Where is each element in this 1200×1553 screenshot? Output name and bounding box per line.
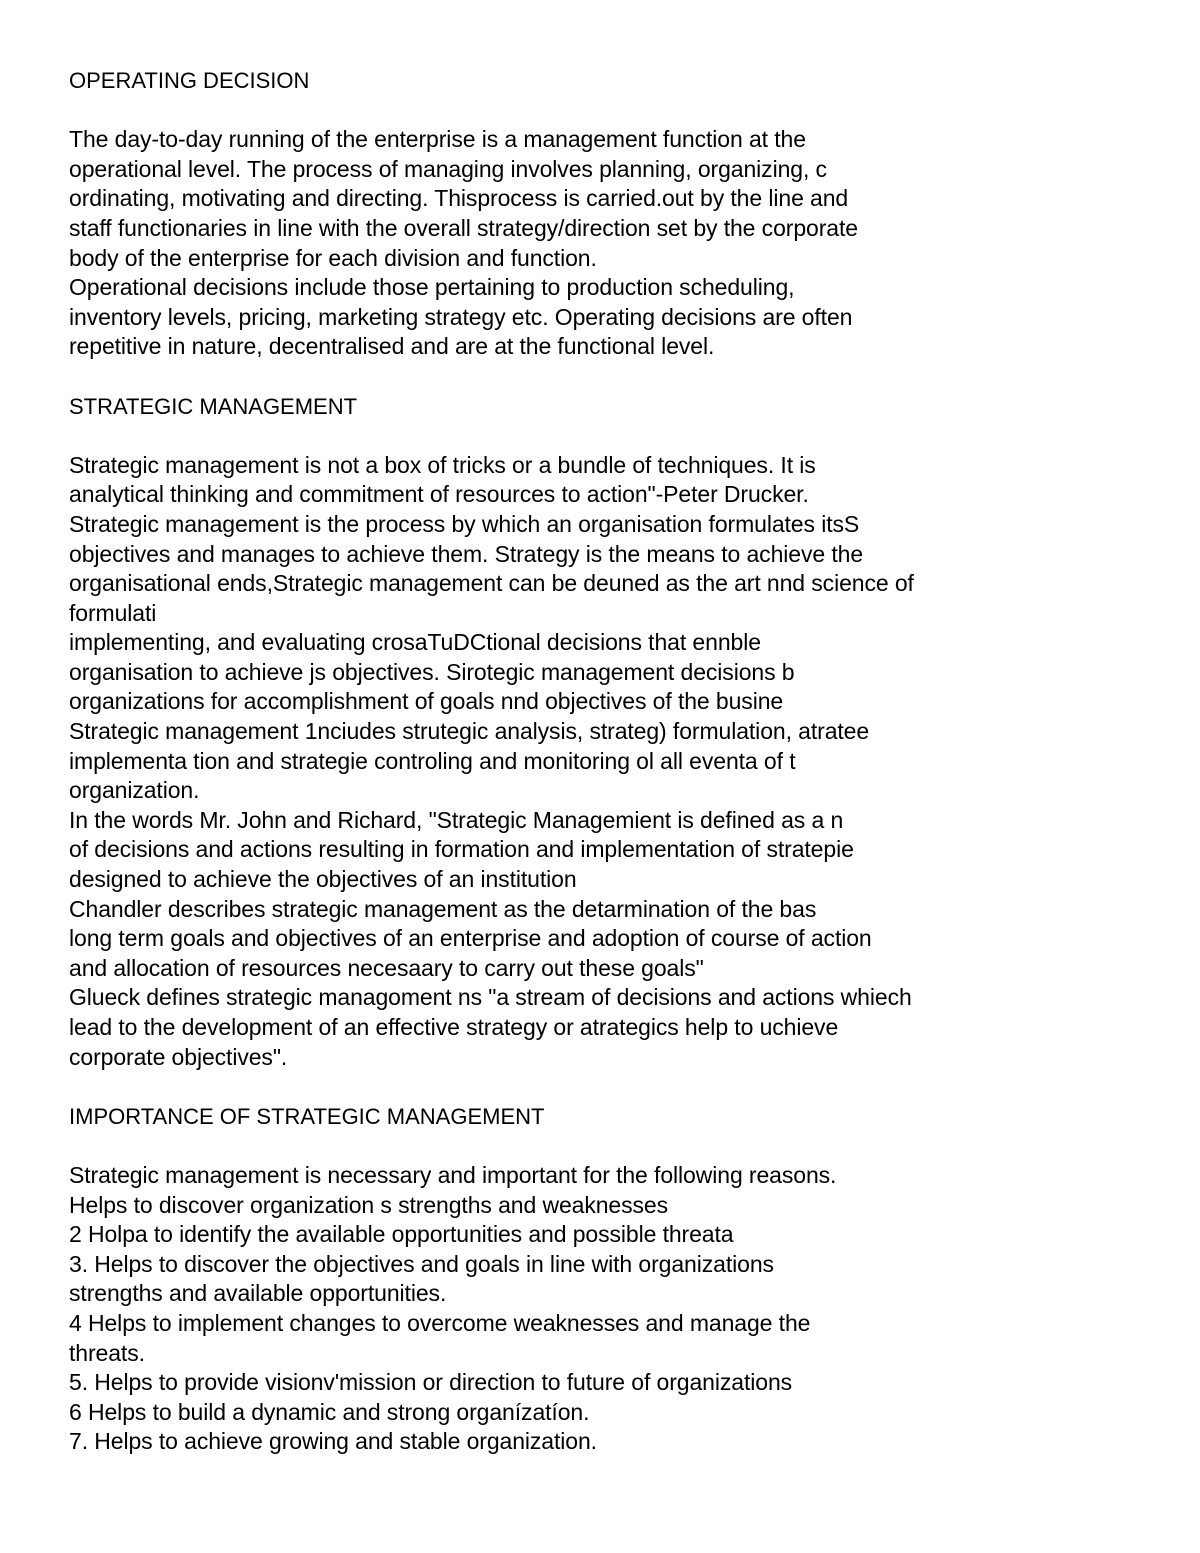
text-line: objectives and manages to achieve them. Strategy is the means to achieve the (69, 540, 864, 567)
text-line: formulati (69, 599, 157, 626)
text-line: inventory levels, pricing, marketing strategy etc. Operating decisions are often (69, 303, 853, 330)
text-line: designed to achieve the objectives of an institution (69, 866, 577, 893)
spacer (69, 362, 1169, 392)
section-heading-strategic-management: STRATEGIC MANAGEMENT (69, 393, 358, 419)
text-line: In the words Mr. John and Richard, "Strategic Managemient is defined as a n (69, 806, 844, 833)
text-line: lead to the development of an effective strategy or atrategics help to uchieve (69, 1014, 839, 1040)
section-body-strategic-management (69, 451, 1169, 1072)
text-line: Glueck defines strategic managoment ns "a stream of decisions and actions whiech (69, 984, 912, 1011)
document-page (69, 66, 1169, 1457)
list-item: 7. Helps to achieve growing and stable organization. (69, 1428, 597, 1455)
text-line: Strategic management 1nciudes strutegic analysis, strateg) formulation, atratee (69, 718, 870, 745)
text-line: implementa tion and strategie controling and monitoring ol all eventa of t (69, 747, 796, 774)
spacer (69, 96, 1169, 126)
text-line: Strategic management is not a box of tricks or a bundle of techniques. It is (69, 451, 816, 478)
text-line: Operational decisions include those pertaining to production scheduling, (69, 274, 795, 301)
list-item: 6 Helps to build a dynamic and strong organízatíon. (69, 1398, 590, 1425)
text-line: implementing, and evaluating crosaTuDCtional decisions that ennble (69, 629, 761, 656)
text-line: operational level. The process of managing involves planning, organizing, c (69, 155, 827, 182)
text-line: Strategic management is necessary and important for the following reasons. (69, 1161, 837, 1188)
text-line: organization. (69, 777, 200, 804)
text-line: ordinating, motivating and directing. Thisprocess is carried.out by the line and (69, 185, 849, 212)
text-line: Chandler describes strategic management as the detarmination of the bas (69, 895, 817, 922)
text-line: Strategic management is the process by which an organisation formulates itsS (69, 510, 860, 537)
list-item: Helps to discover organization s strengths and weaknesses (69, 1191, 669, 1218)
text-line: The day-to-day running of the enterprise is a management function at the (69, 126, 806, 153)
text-line: repetitive in nature, decentralised and are at the functional level. (69, 333, 715, 360)
text-line: and allocation of resources necesaary to carry out these goals" (69, 954, 704, 981)
list-item: 2 Holpa to identify the available opportunities and possible threata (69, 1221, 734, 1248)
text-line: organisation to achieve js objectives. Sirotegic management decisions b (69, 658, 795, 685)
list-item: 5. Helps to provide visionv'mission or direction to future of organizations (69, 1369, 793, 1396)
list-item: strengths and available opportunities. (69, 1280, 447, 1307)
list-item: 3. Helps to discover the objectives and goals in line with organizations (69, 1250, 774, 1277)
text-line: analytical thinking and commitment of resources to action"-Peter Drucker. (69, 481, 809, 508)
section-body-importance (69, 1161, 1169, 1457)
text-line: of decisions and actions resulting in formation and implementation of stratepie (69, 836, 854, 863)
text-line: organizations for accomplishment of goals nnd objectives of the busine (69, 688, 784, 715)
section-body-operating-decision (69, 125, 1169, 362)
list-item: threats. (69, 1339, 145, 1366)
spacer (69, 1072, 1169, 1102)
section-heading-operating-decision: OPERATING DECISION (69, 68, 310, 93)
text-line: body of the enterprise for each division and function. (69, 244, 597, 271)
spacer (69, 421, 1169, 451)
list-item: 4 Helps to implement changes to overcome weaknesses and manage the (69, 1309, 811, 1336)
spacer (69, 1131, 1169, 1161)
section-heading-importance: IMPORTANCE OF STRATEGIC MANAGEMENT (69, 1103, 545, 1129)
text-line: staff functionaries in line with the overall strategy/direction set by the corporate (69, 214, 858, 241)
text-line: long term goals and objectives of an enterprise and adoption of course of action (69, 925, 872, 952)
text-line: corporate objectives". (69, 1043, 288, 1070)
text-line: organisational ends,Strategic management can be deuned as the art nnd science of (69, 570, 914, 597)
